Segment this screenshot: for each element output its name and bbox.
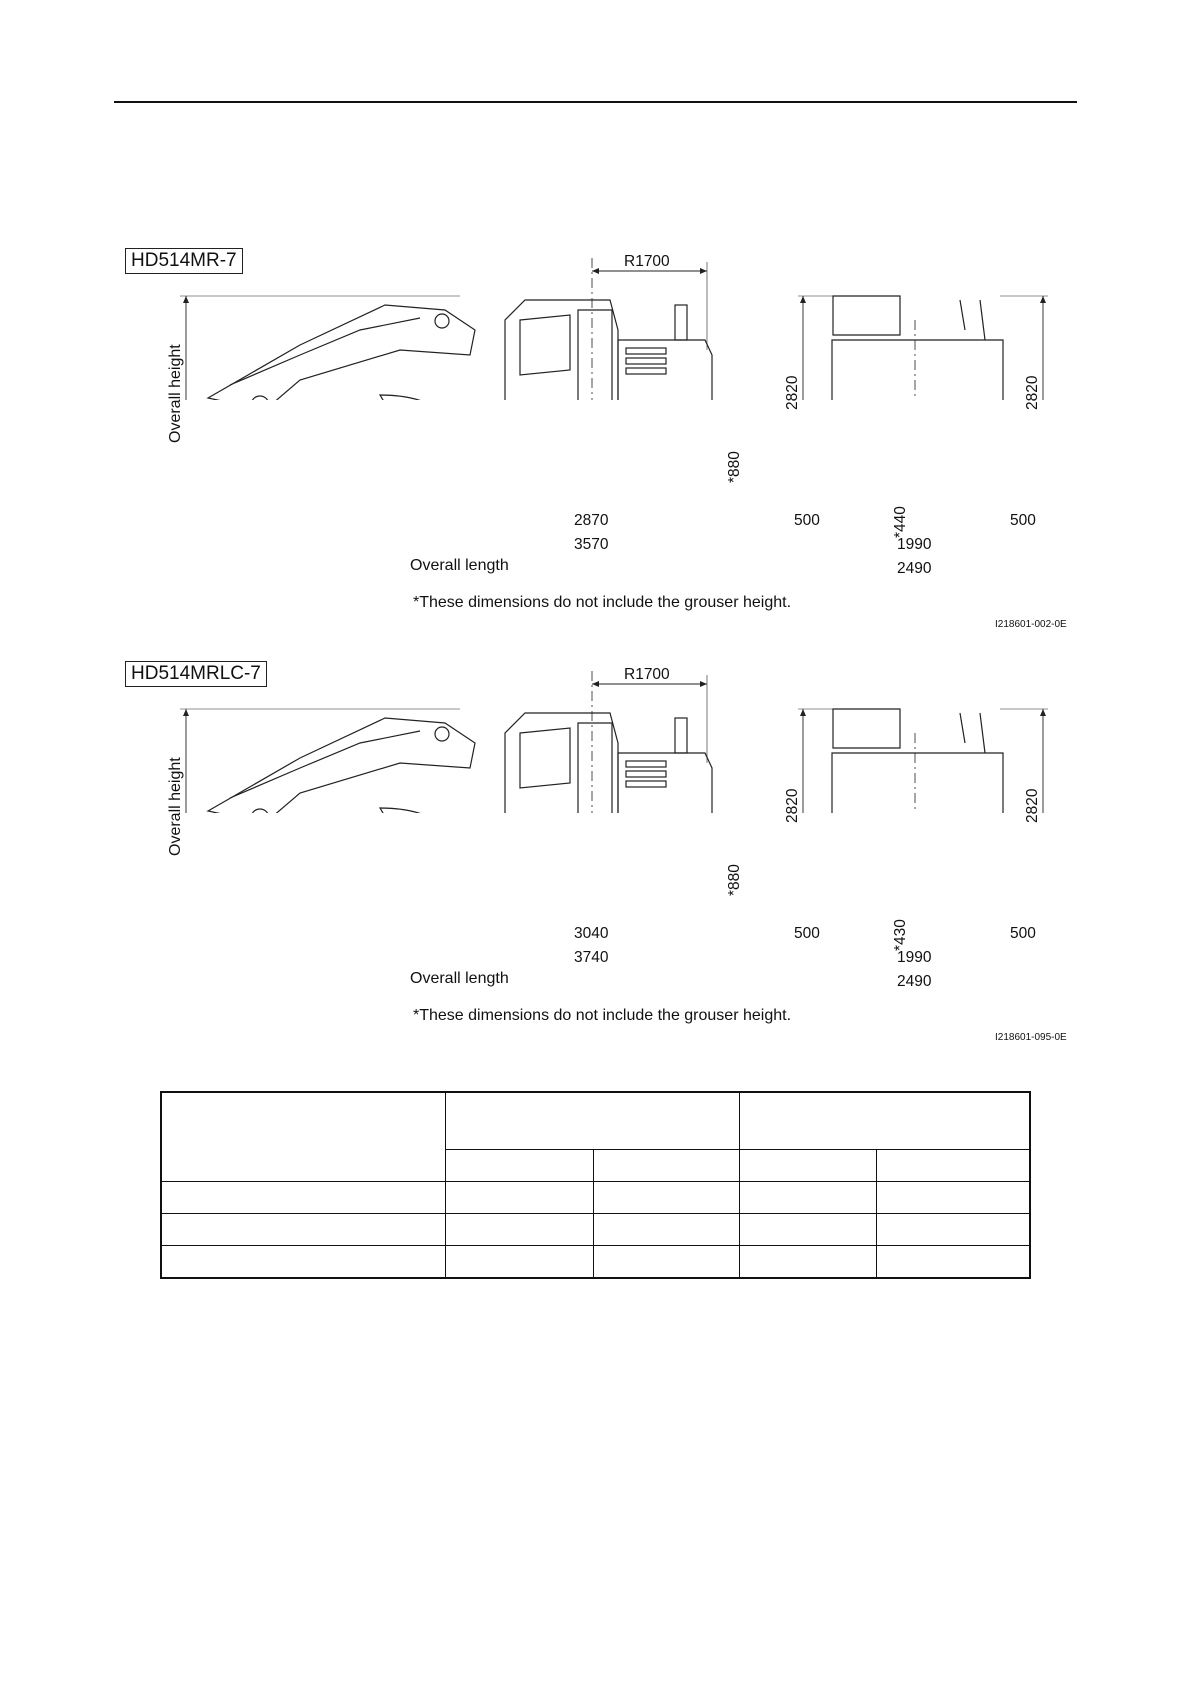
spec-table-cell <box>445 1214 593 1246</box>
drawing-code: I218601-002-0E <box>995 619 1067 630</box>
overall-height-label: Overall height <box>167 757 184 856</box>
spec-table-cell <box>740 1214 877 1246</box>
spec-table <box>160 1091 1031 1279</box>
spec-table-cell <box>740 1150 877 1182</box>
ground-clearance-dimension: *440 <box>892 506 909 538</box>
overall-height-rear-left: 2820 <box>784 788 801 823</box>
spec-table-cell <box>445 1150 593 1182</box>
spec-table-cell <box>593 1182 740 1214</box>
spec-table-cell <box>876 1182 1030 1214</box>
shoe-width-left: 500 <box>794 512 820 529</box>
excavator-drawing <box>0 413 1192 813</box>
spec-table-cell <box>740 1246 877 1279</box>
spec-table-cell <box>445 1246 593 1279</box>
shoe-width-left: 500 <box>794 925 820 942</box>
track-gauge-dimension: 1990 <box>897 536 932 553</box>
spec-table-cell <box>740 1092 1030 1150</box>
spec-table-cell <box>445 1182 593 1214</box>
overall-height-rear-right: 2820 <box>1024 375 1041 410</box>
spec-table-cell <box>161 1092 445 1182</box>
shoe-width-right: 500 <box>1010 925 1036 942</box>
drawing-code: I218601-095-0E <box>995 1032 1067 1043</box>
track-width-dimension: 2490 <box>897 560 932 577</box>
spec-table-cell <box>161 1182 445 1214</box>
model-label: HD514MR-7 <box>125 248 243 274</box>
radius-dimension: R1700 <box>624 666 670 683</box>
overall-height-label: Overall height <box>167 344 184 443</box>
overall-height-rear-left: 2820 <box>784 375 801 410</box>
spec-table-cell <box>740 1182 877 1214</box>
overall-length-label: Overall length <box>410 970 509 987</box>
overall-length-label: Overall length <box>410 557 509 574</box>
radius-dimension: R1700 <box>624 253 670 270</box>
overall-height-rear-right: 2820 <box>1024 788 1041 823</box>
spec-table-cell <box>876 1246 1030 1279</box>
figure-hd514mrlc-7 <box>0 413 1192 1043</box>
spec-table-cell <box>593 1150 740 1182</box>
spec-table-cell <box>445 1092 739 1150</box>
grouser-note: *These dimensions do not include the grouser height. <box>413 594 792 611</box>
track-height-dimension: *880 <box>726 451 743 483</box>
shoe-width-right: 500 <box>1010 512 1036 529</box>
model-label: HD514MRLC-7 <box>125 661 267 687</box>
spec-table-cell <box>593 1214 740 1246</box>
tumbler-distance-dimension: 3040 <box>574 925 609 942</box>
figure-hd514mr-7 <box>0 0 1192 630</box>
ground-clearance-dimension: *430 <box>892 919 909 951</box>
track-width-dimension: 2490 <box>897 973 932 990</box>
tumbler-distance-dimension: 2870 <box>574 512 609 529</box>
spec-table-cell <box>876 1214 1030 1246</box>
spec-table-cell <box>161 1214 445 1246</box>
spec-table-cell <box>593 1246 740 1279</box>
track-height-dimension: *880 <box>726 864 743 896</box>
spec-table-cell <box>161 1246 445 1279</box>
track-length-dimension: 3740 <box>574 949 609 966</box>
spec-table-cell <box>876 1150 1030 1182</box>
track-gauge-dimension: 1990 <box>897 949 932 966</box>
grouser-note: *These dimensions do not include the grouser height. <box>413 1007 792 1024</box>
excavator-drawing <box>0 0 1192 400</box>
track-length-dimension: 3570 <box>574 536 609 553</box>
